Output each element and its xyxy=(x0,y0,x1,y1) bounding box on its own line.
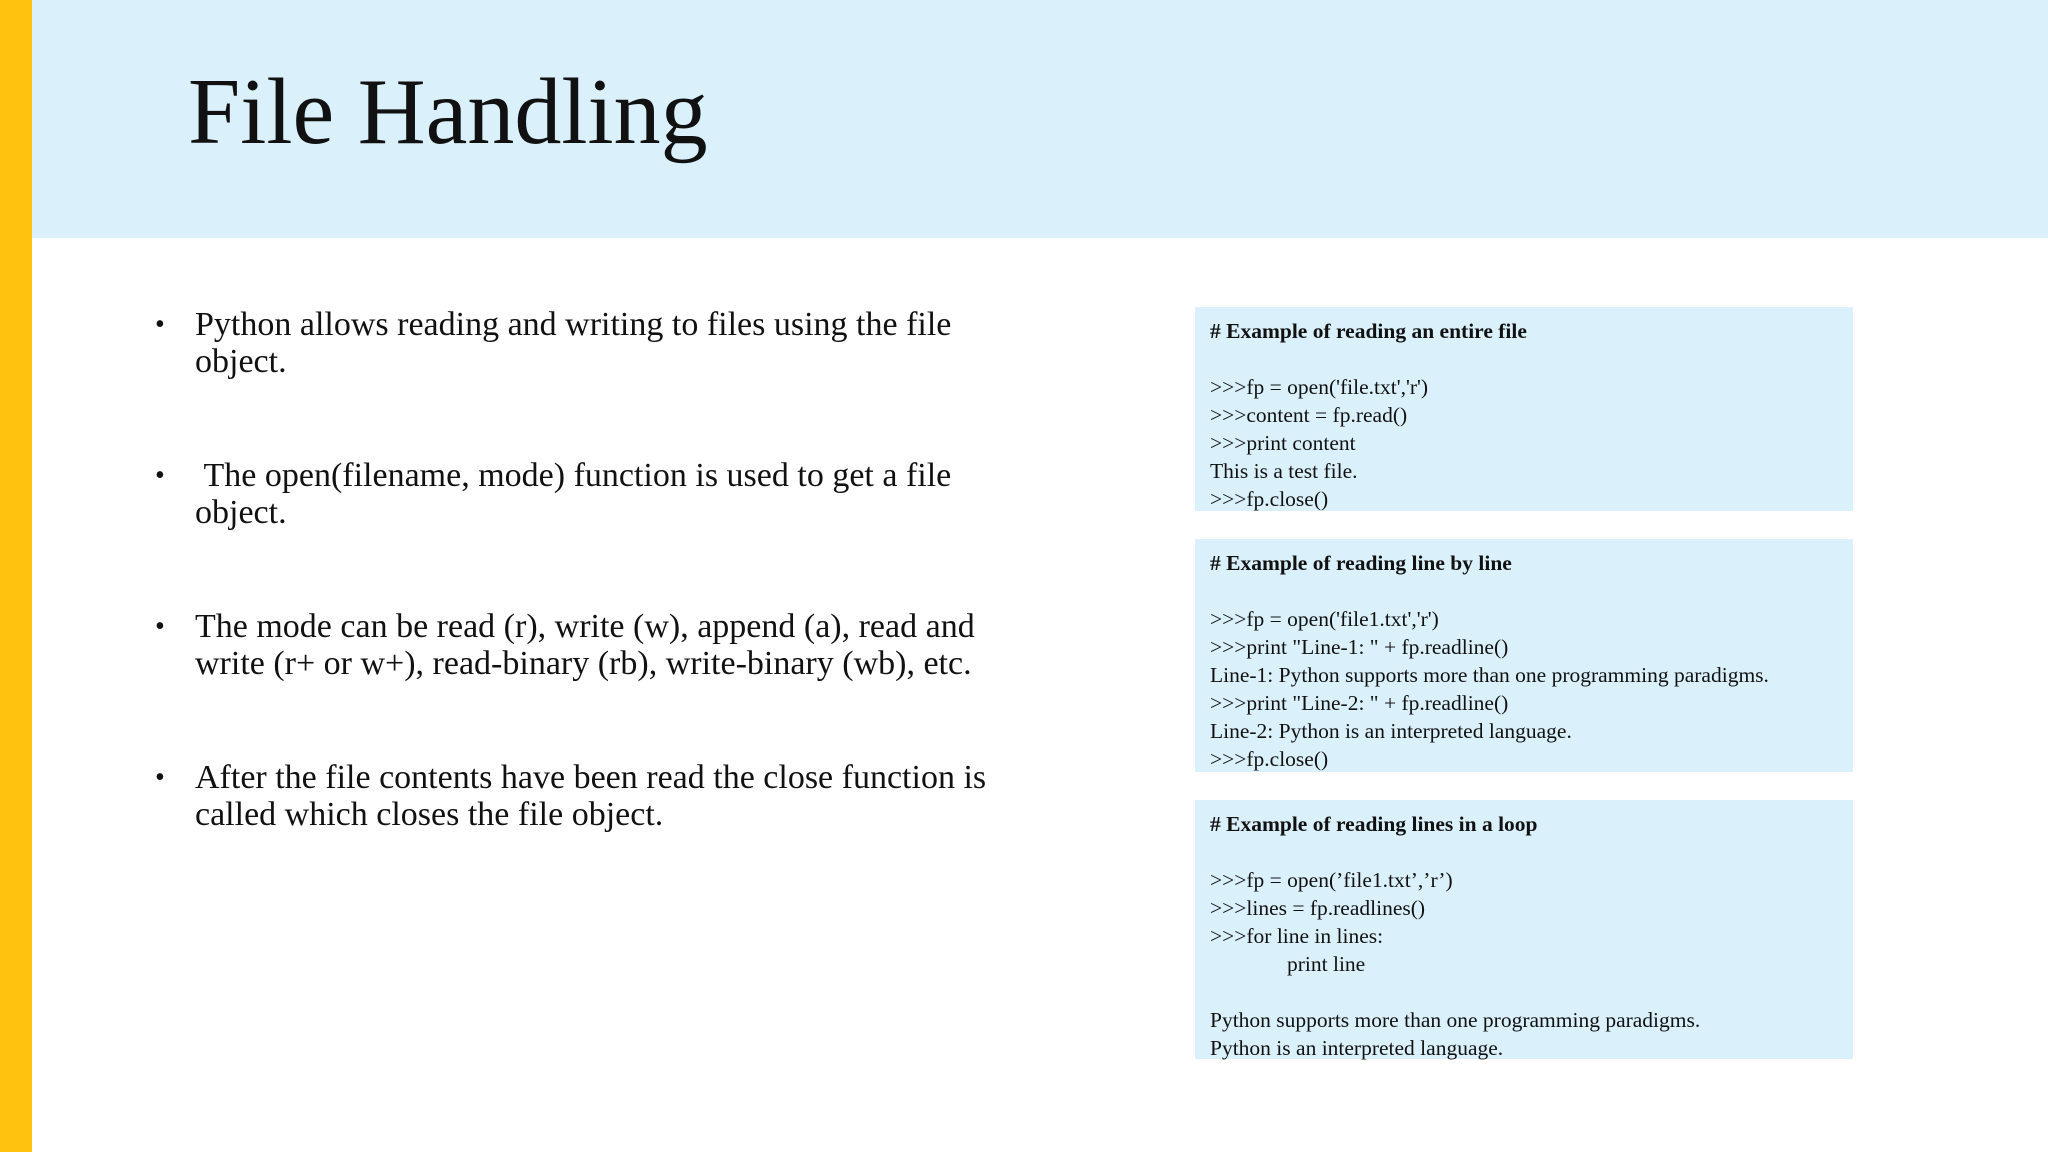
output-line: Line-2: Python is an interpreted language. xyxy=(1210,719,1572,743)
bullet-text: The open(filename, mode) function is used to get a file object. xyxy=(195,457,960,531)
code-line: >>>print content xyxy=(1210,431,1356,455)
blank-line xyxy=(1210,577,1838,605)
bullet-item xyxy=(150,759,1010,833)
blank-line xyxy=(1210,978,1838,1006)
blank-line xyxy=(1210,838,1838,866)
bullet-item xyxy=(150,608,1010,682)
code-example-heading: # Example of reading an entire file xyxy=(1210,319,1527,343)
output-line: Python is an interpreted language. xyxy=(1210,1036,1504,1060)
code-line-indented: print line xyxy=(1287,952,1366,976)
bullet-item xyxy=(150,306,1010,380)
code-line: >>>content = fp.read() xyxy=(1210,403,1408,427)
slide-header xyxy=(32,0,2048,238)
code-line: >>>fp.close() xyxy=(1210,487,1329,511)
bullet-icon: • xyxy=(155,309,165,340)
code-line: >>>fp = open(’file1.txt’,’r’) xyxy=(1210,868,1453,892)
accent-bar xyxy=(0,0,32,1152)
code-example-read-entire-file xyxy=(1195,307,1853,511)
bullet-text: Python allows reading and writing to files using the file object. xyxy=(195,306,952,380)
code-line: >>>print "Line-1: " + fp.readline() xyxy=(1210,635,1509,659)
code-line: >>>for line in lines: xyxy=(1210,924,1384,948)
code-example-heading: # Example of reading line by line xyxy=(1210,551,1512,575)
output-line: Python supports more than one programming paradigms. xyxy=(1210,1008,1701,1032)
bullet-item xyxy=(150,457,1010,531)
slide-title: File Handling xyxy=(188,60,708,164)
code-example-heading: # Example of reading lines in a loop xyxy=(1210,812,1538,836)
bullet-icon: • xyxy=(155,611,165,642)
bullet-icon: • xyxy=(155,460,165,491)
blank-line xyxy=(1210,345,1838,373)
bullet-text: The mode can be read (r), write (w), append (a), read and write (r+ or w+), read-binary (rb), write-binary (wb), etc. xyxy=(195,608,975,682)
bullet-text: After the file contents have been read the close function is called which closes the file object. xyxy=(195,759,987,833)
code-line: >>>fp.close() xyxy=(1210,747,1329,771)
output-line: This is a test file. xyxy=(1210,459,1358,483)
code-line: >>>fp = open('file.txt','r') xyxy=(1210,375,1429,399)
code-line: >>>fp = open('file1.txt','r') xyxy=(1210,607,1439,631)
code-example-read-lines-loop xyxy=(1195,800,1853,1059)
code-line: >>>lines = fp.readlines() xyxy=(1210,896,1426,920)
code-example-read-line-by-line xyxy=(1195,539,1853,772)
code-line: >>>print "Line-2: " + fp.readline() xyxy=(1210,691,1509,715)
bullet-list xyxy=(150,306,1010,910)
bullet-icon: • xyxy=(155,762,165,793)
output-line: Line-1: Python supports more than one programming paradigms. xyxy=(1210,663,1769,687)
